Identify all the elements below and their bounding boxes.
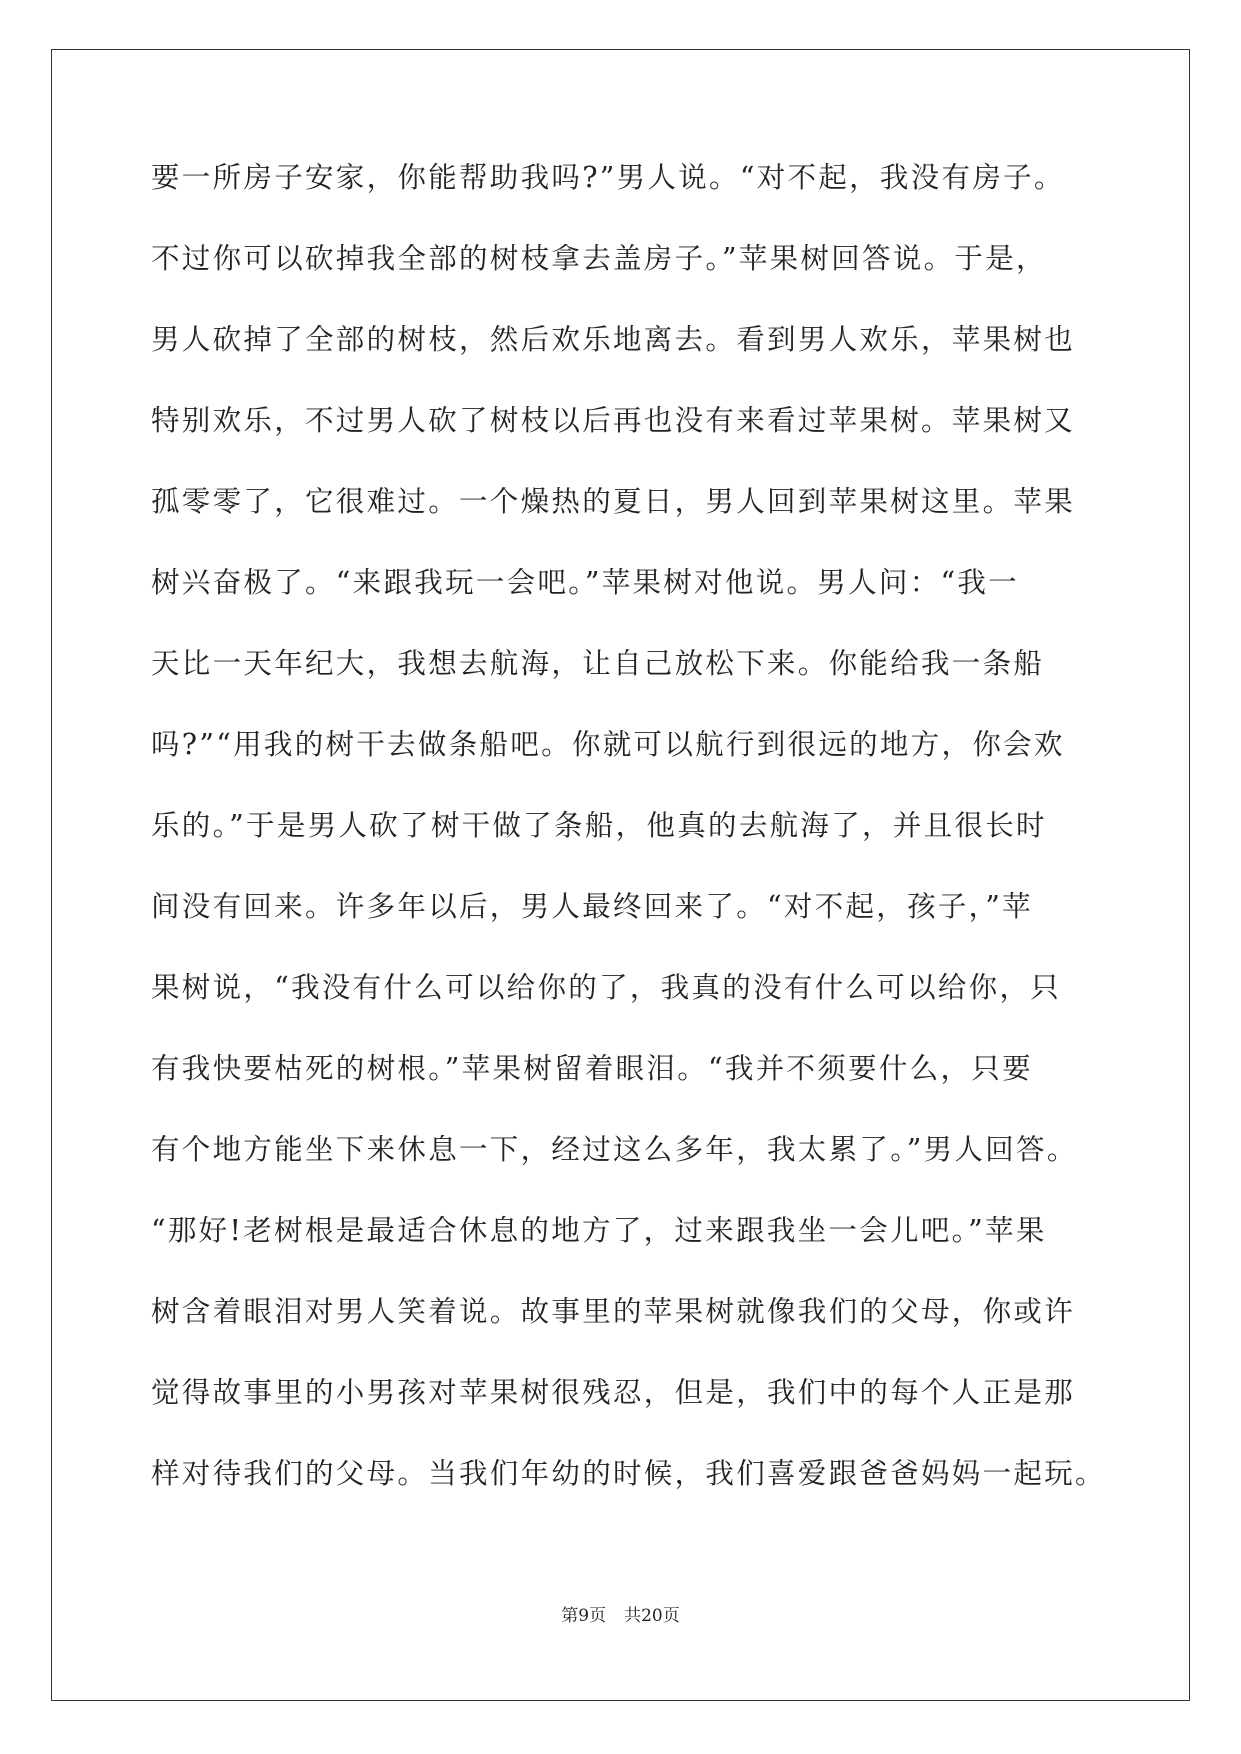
text-line: 吗?”“用我的树干去做条船吧。你就可以航行到很远的地方，你会欢: [151, 728, 1065, 761]
page-number: 第9页: [561, 1606, 607, 1626]
text-line: 特别欢乐，不过男人砍了树枝以后再也没有来看过苹果树。苹果树又: [151, 404, 1076, 437]
text-line: 树兴奋极了。“来跟我玩一会吧。”苹果树对他说。男人问：“我一: [151, 566, 1019, 599]
text-line: 孤零零了，它很难过。一个燥热的夏日，男人回到苹果树这里。苹果: [151, 485, 1076, 518]
page-footer: [0, 1604, 1241, 1628]
text-line: 男人砍掉了全部的树枝，然后欢乐地离去。看到男人欢乐，苹果树也: [151, 323, 1076, 356]
text-line: 不过你可以砍掉我全部的树枝拿去盖房子。”苹果树回答说。于是，: [151, 242, 1047, 275]
text-line: 样对待我们的父母。当我们年幼的时候，我们喜爱跟爸爸妈妈一起玩。: [151, 1457, 1106, 1490]
text-line: 觉得故事里的小男孩对苹果树很残忍，但是，我们中的每个人正是那: [151, 1376, 1076, 1409]
text-line: “那好!老树根是最适合休息的地方了，过来跟我坐一会儿吧。”苹果: [151, 1214, 1047, 1247]
text-line: 果树说，“我没有什么可以给你的了，我真的没有什么可以给你，只: [151, 971, 1062, 1004]
text-line: 乐的。”于是男人砍了树干做了条船，他真的去航海了，并且很长时: [151, 809, 1047, 842]
text-line: 间没有回来。许多年以后，男人最终回来了。“对不起，孩子，”苹: [151, 890, 1033, 923]
text-line: 树含着眼泪对男人笑着说。故事里的苹果树就像我们的父母，你或许: [151, 1295, 1076, 1328]
page-border: [51, 49, 1190, 1701]
text-line: 天比一天年纪大，我想去航海，让自己放松下来。你能给我一条船: [151, 647, 1045, 680]
text-line: 要一所房子安家，你能帮助我吗?”男人说。“对不起，我没有房子。: [151, 161, 1065, 194]
text-line: 有我快要枯死的树根。”苹果树留着眼泪。“我并不须要什么，只要: [151, 1052, 1033, 1085]
page-total: 共20页: [624, 1606, 680, 1626]
text-line: 有个地方能坐下来休息一下，经过这么多年，我太累了。”男人回答。: [151, 1133, 1078, 1166]
